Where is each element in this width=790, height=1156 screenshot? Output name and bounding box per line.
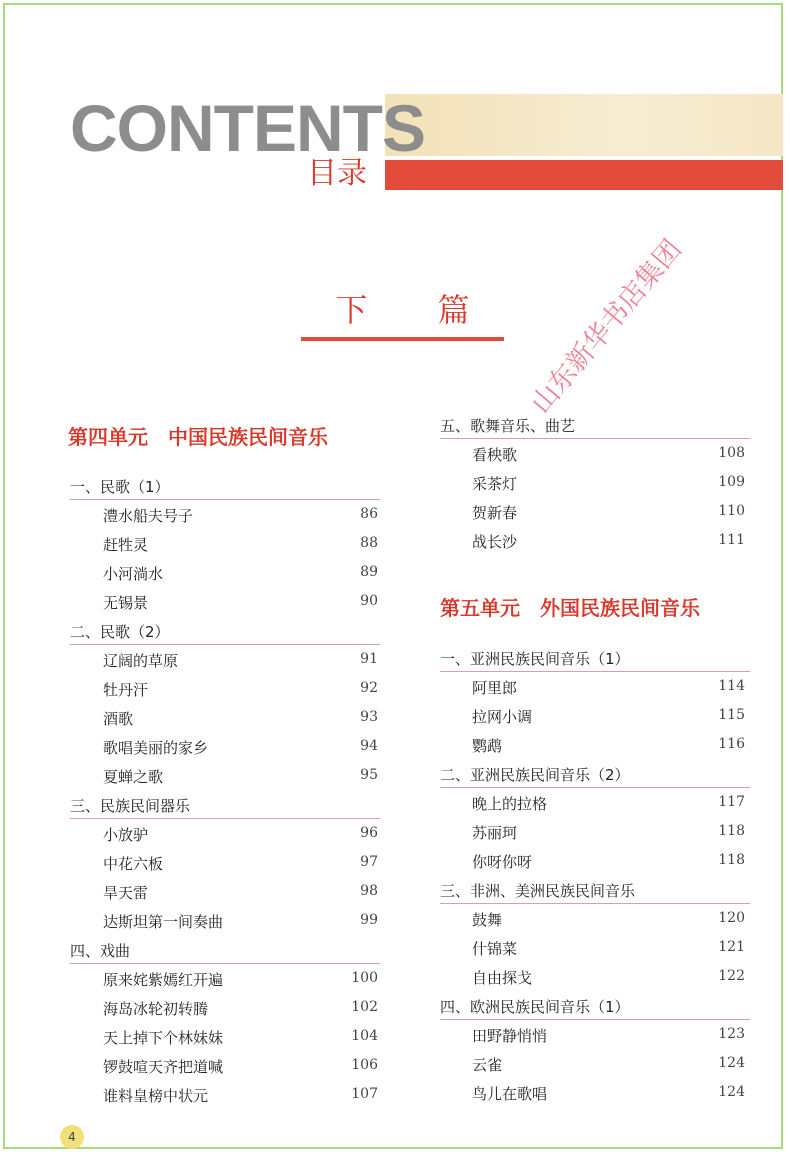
toc-item-title: 澧水船夫号子 [103,507,194,525]
part-title-rule [301,337,504,341]
toc-item-page: 110 [718,503,745,519]
toc-item-page: 86 [360,506,378,522]
toc-item-title: 贺新春 [472,504,518,522]
toc-item-title: 夏蝉之歌 [103,768,164,786]
section-divider [70,644,380,645]
toc-item-page: 100 [351,970,378,986]
mulu-title: 目录 [307,156,367,191]
toc-item-title: 谁料皇榜中状元 [103,1087,209,1105]
toc-item-page: 92 [360,680,378,696]
toc-item-title: 达斯坦第一间奏曲 [103,913,224,931]
section-title: 三、民族民间器乐 [70,797,191,815]
watermark: 山东新华书店集团 [525,234,688,420]
toc-item-title: 鼓舞 [472,911,503,929]
toc-item-title: 看秧歌 [472,446,518,464]
toc-item-page: 124 [718,1084,745,1100]
toc-item-page: 107 [351,1086,378,1102]
toc-item-page: 106 [351,1057,378,1073]
section-divider [70,499,380,500]
section-title: 四、欧洲民族民间音乐（1） [440,998,630,1016]
toc-item-page: 89 [360,564,378,580]
section-title: 五、歌舞音乐、曲艺 [440,417,576,435]
section-divider [440,438,750,439]
toc-item-page: 121 [718,939,745,955]
toc-item-page: 108 [718,445,745,461]
toc-item-title: 鸟儿在歌唱 [472,1085,548,1103]
section-divider [70,818,380,819]
toc-item-page: 94 [360,738,378,754]
toc-item-title: 天上掉下个林妹妹 [103,1029,224,1047]
section-divider [440,1019,750,1020]
toc-item-page: 104 [351,1028,378,1044]
section-divider [440,671,750,672]
toc-item-page: 116 [718,736,745,752]
toc-item-title: 小河淌水 [103,565,164,583]
toc-item-title: 你呀你呀 [472,853,533,871]
toc-item-page: 109 [718,474,745,490]
toc-item-page: 95 [360,767,378,783]
section-title: 二、民歌（2） [70,623,170,641]
toc-item-page: 93 [360,709,378,725]
contents-title: CONTENTS [70,91,425,165]
toc-item-page: 120 [718,910,745,926]
toc-item-page: 117 [718,794,745,810]
part-title: 下 篇 [335,291,500,329]
toc-item-title: 无锡景 [103,594,149,612]
toc-item-page: 91 [360,651,378,667]
toc-item-page: 118 [718,823,745,839]
toc-item-title: 自由探戈 [472,969,533,987]
section-title: 三、非洲、美洲民族民间音乐 [440,882,636,900]
toc-item-title: 酒歌 [103,710,134,728]
section-divider [70,963,380,964]
toc-item-page: 124 [718,1055,745,1071]
section-title: 一、亚洲民族民间音乐（1） [440,650,630,668]
toc-item-title: 歌唱美丽的家乡 [103,739,209,757]
toc-item-title: 苏丽珂 [472,824,518,842]
toc-item-page: 99 [360,912,378,928]
section-divider [440,903,750,904]
toc-item-page: 102 [351,999,378,1015]
toc-item-title: 什锦菜 [472,940,518,958]
toc-item-page: 123 [718,1026,745,1042]
toc-item-title: 中花六板 [103,855,164,873]
toc-item-title: 锣鼓喧天齐把道喊 [103,1058,224,1076]
header-beige-band [385,94,783,156]
toc-item-page: 114 [718,678,745,694]
unit-title-left: 第四单元 中国民族民间音乐 [68,425,328,449]
section-title: 二、亚洲民族民间音乐（2） [440,766,630,784]
toc-item-title: 海岛冰轮初转腾 [103,1000,209,1018]
toc-item-title: 拉网小调 [472,708,533,726]
section-title: 四、戏曲 [70,942,131,960]
toc-item-page: 122 [718,968,745,984]
toc-item-page: 118 [718,852,745,868]
toc-item-title: 赶牲灵 [103,536,149,554]
toc-item-page: 98 [360,883,378,899]
unit-title-right: 第五单元 外国民族民间音乐 [440,596,700,620]
toc-item-page: 90 [360,593,378,609]
toc-item-title: 云雀 [472,1056,503,1074]
header-red-band [385,160,783,190]
toc-item-page: 96 [360,825,378,841]
toc-item-title: 采茶灯 [472,475,518,493]
toc-item-title: 阿里郎 [472,679,518,697]
section-title: 一、民歌（1） [70,478,170,496]
toc-item-title: 原来姹紫嫣红开遍 [103,971,224,989]
toc-item-title: 鹦鹉 [472,737,503,755]
toc-item-title: 牡丹汗 [103,681,149,699]
toc-item-title: 战长沙 [472,533,518,551]
toc-item-title: 小放驴 [103,826,149,844]
toc-item-title: 辽阔的草原 [103,652,179,670]
toc-item-title: 晚上的拉格 [472,795,548,813]
section-divider [440,787,750,788]
toc-item-page: 97 [360,854,378,870]
toc-item-page: 88 [360,535,378,551]
page-number: 4 [60,1125,84,1149]
toc-item-page: 115 [718,707,745,723]
toc-item-title: 旱天雷 [103,884,149,902]
toc-item-page: 111 [718,532,745,548]
toc-item-title: 田野静悄悄 [472,1027,548,1045]
